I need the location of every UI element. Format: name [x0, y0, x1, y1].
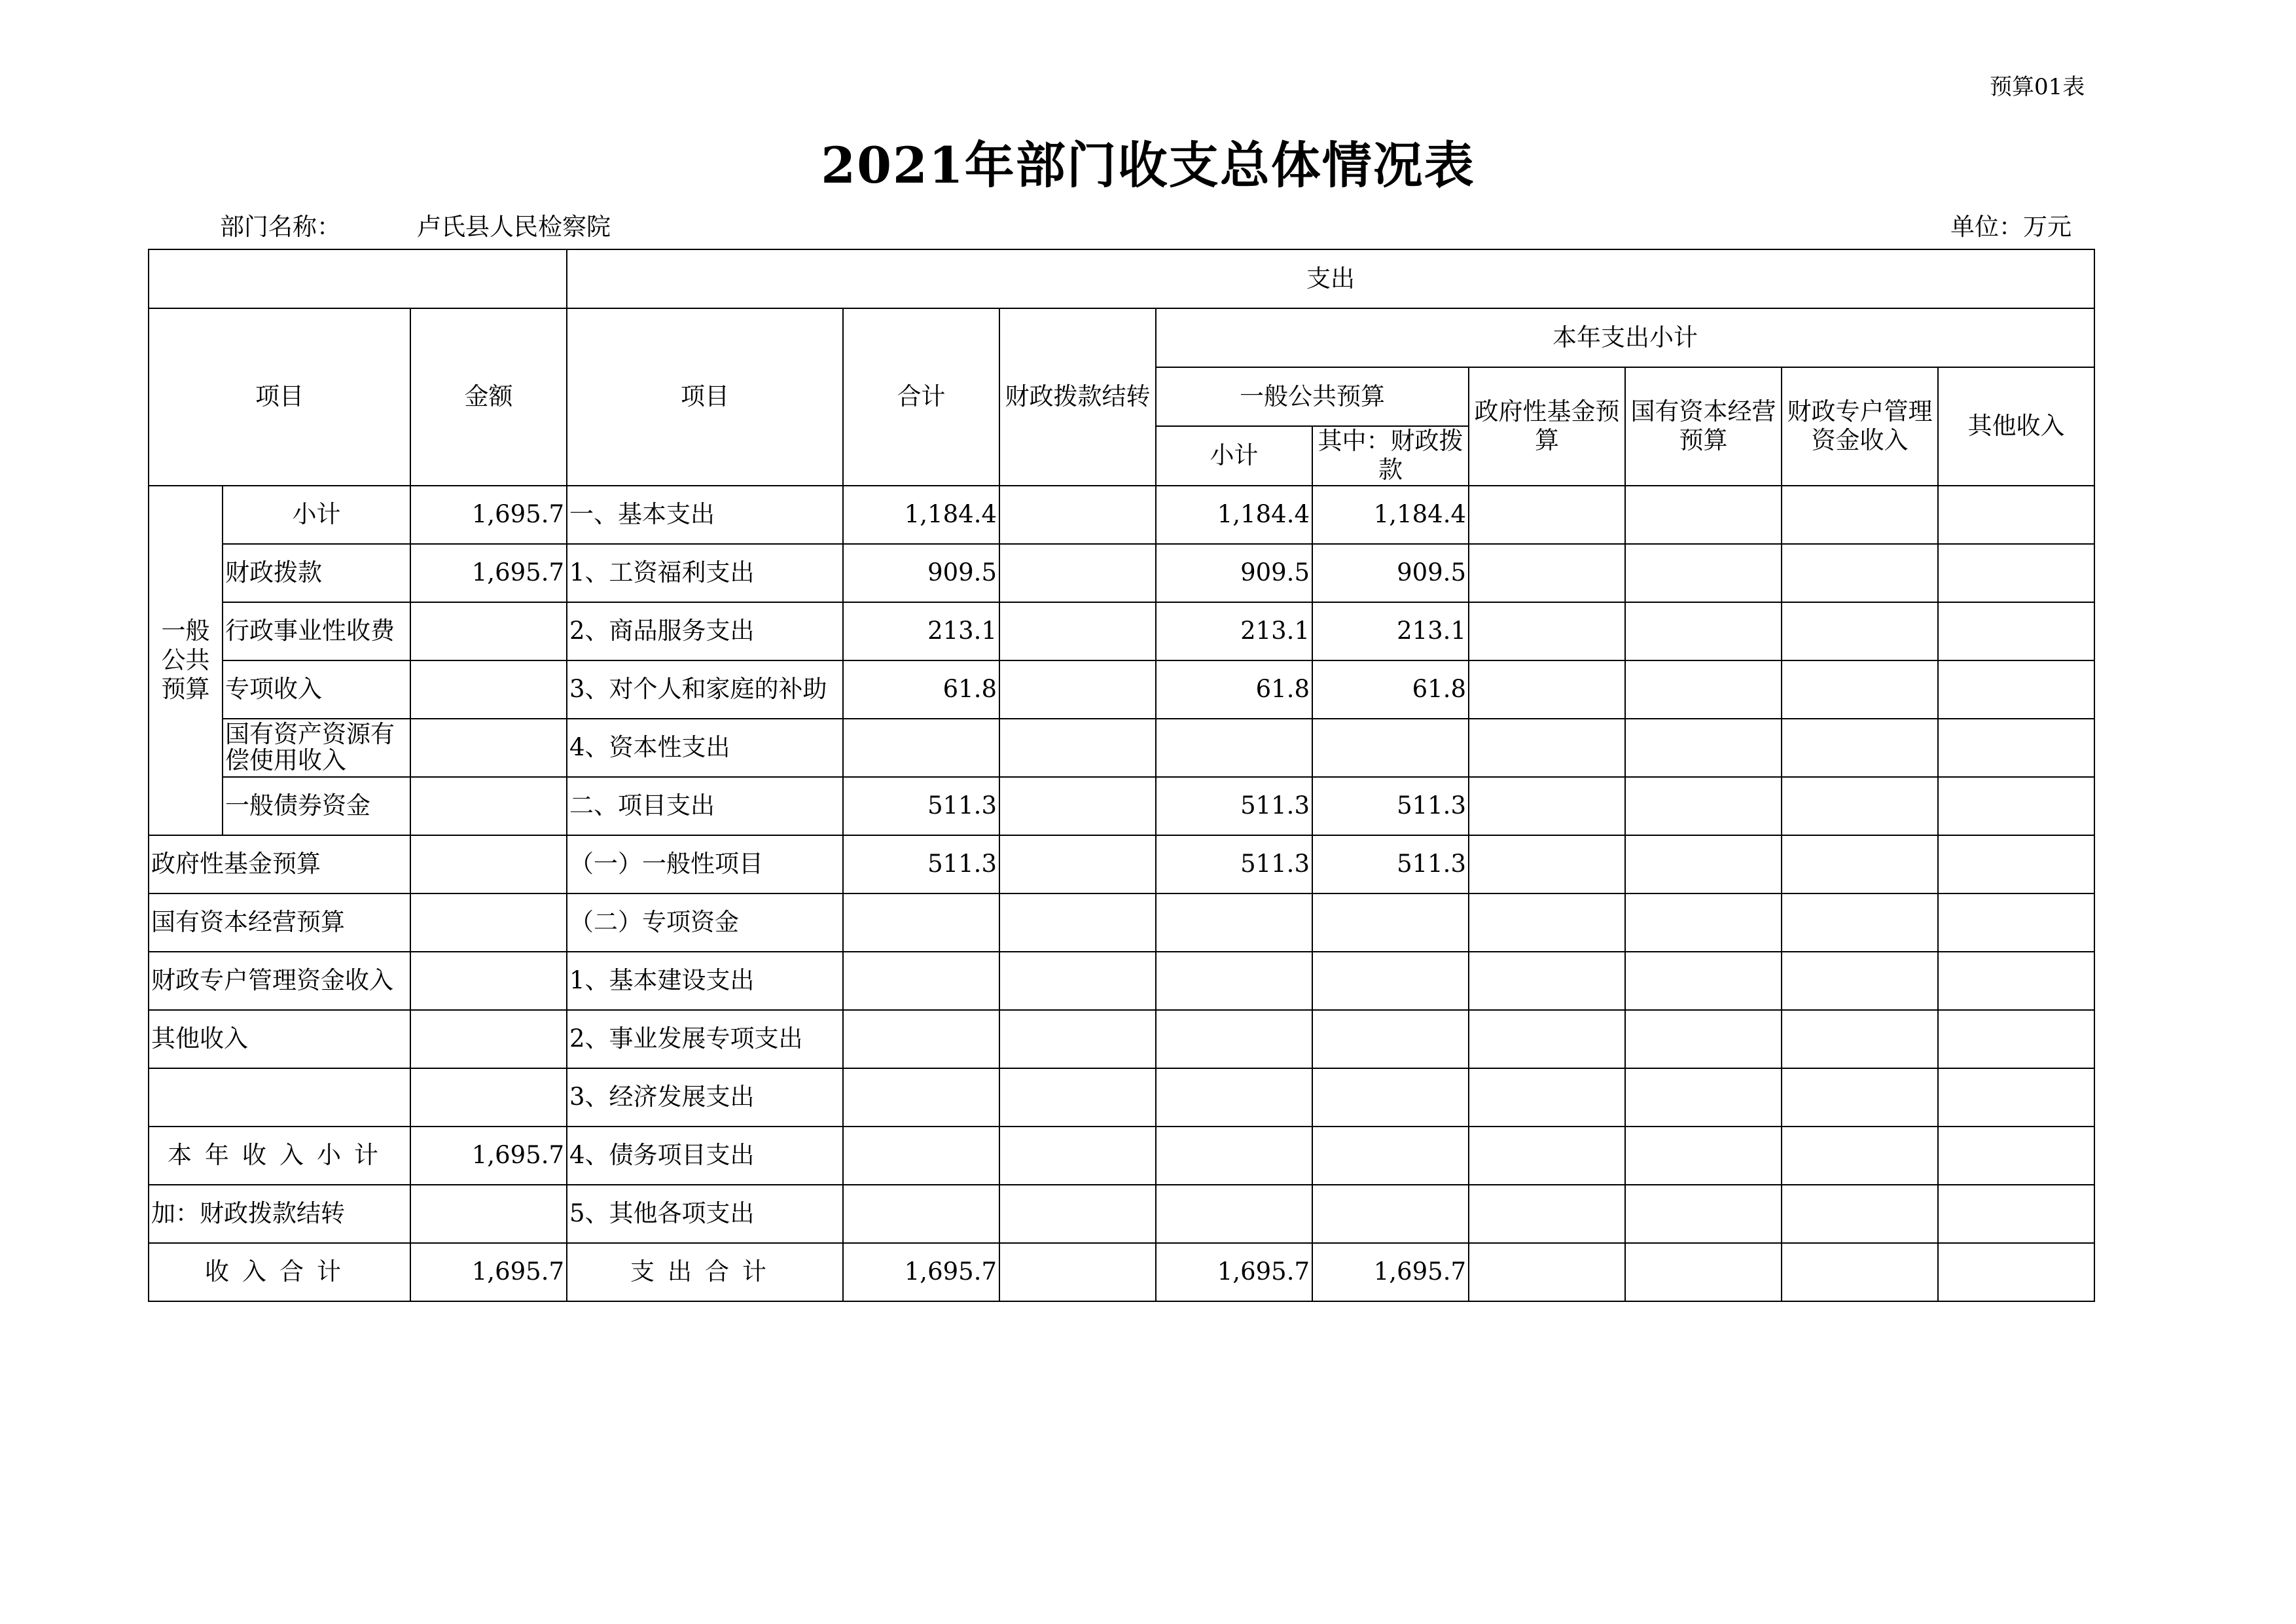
income-amount-header: 金额 — [410, 308, 567, 486]
income-amount — [410, 1068, 567, 1127]
income-amount — [410, 1185, 567, 1243]
special-account-value — [1782, 1185, 1938, 1243]
table-row — [149, 1185, 2094, 1243]
expense-total: 909.5 — [843, 544, 999, 602]
expense-total — [843, 719, 999, 777]
expense-item: 2、商品服务支出 — [567, 602, 843, 660]
income-item: 收入合计 — [149, 1243, 410, 1301]
special-account-header: 财政专户管理资金收入 — [1782, 367, 1938, 486]
income-item: 专项收入 — [223, 660, 410, 719]
expense-total — [843, 952, 999, 1010]
fiscal-value: 511.3 — [1312, 835, 1469, 893]
carryover-value — [999, 1010, 1156, 1068]
state-capital-value — [1625, 893, 1782, 952]
income-item: 国有资本经营预算 — [149, 893, 410, 952]
other-income-value — [1938, 1010, 2094, 1068]
expense-total: 511.3 — [843, 835, 999, 893]
expense-item: 一、基本支出 — [567, 486, 843, 544]
carryover-value — [999, 660, 1156, 719]
fiscal-header: 其中：财政拨款 — [1312, 426, 1469, 486]
table-row — [149, 486, 2094, 544]
special-account-value — [1782, 1243, 1938, 1301]
carryover-value — [999, 1068, 1156, 1127]
income-amount: 1,695.7 — [410, 1243, 567, 1301]
carryover-value — [999, 1185, 1156, 1243]
expense-total — [843, 1010, 999, 1068]
total-header: 合计 — [843, 308, 999, 486]
special-account-value — [1782, 719, 1938, 777]
expense-item: 2、事业发展专项支出 — [567, 1010, 843, 1068]
income-item: 政府性基金预算 — [149, 835, 410, 893]
carryover-header: 财政拨款结转 — [999, 308, 1156, 486]
state-capital-value — [1625, 1127, 1782, 1185]
fiscal-value — [1312, 1068, 1469, 1127]
gov-fund-value — [1469, 952, 1625, 1010]
income-header-blank — [149, 249, 567, 308]
expense-item: 1、工资福利支出 — [567, 544, 843, 602]
state-capital-header: 国有资本经营预算 — [1625, 367, 1782, 486]
special-account-value — [1782, 777, 1938, 835]
special-account-value — [1782, 835, 1938, 893]
expense-total: 213.1 — [843, 602, 999, 660]
other-income-value — [1938, 1185, 2094, 1243]
general-subtotal-value — [1156, 893, 1312, 952]
fiscal-value: 511.3 — [1312, 777, 1469, 835]
general-subtotal-value — [1156, 1127, 1312, 1185]
expense-total — [843, 1127, 999, 1185]
expense-total — [843, 1185, 999, 1243]
expense-item: 支出合计 — [567, 1243, 843, 1301]
income-item: 其他收入 — [149, 1010, 410, 1068]
income-item: 一般债券资金 — [223, 777, 410, 835]
gov-fund-value — [1469, 1068, 1625, 1127]
special-account-value — [1782, 486, 1938, 544]
group-label-general-budget: 一般公共预算 — [149, 486, 223, 835]
fiscal-value — [1312, 719, 1469, 777]
other-income-value — [1938, 486, 2094, 544]
state-capital-value — [1625, 1185, 1782, 1243]
general-subtotal-value — [1156, 1068, 1312, 1127]
gov-fund-value — [1469, 719, 1625, 777]
state-capital-value — [1625, 544, 1782, 602]
table-row — [149, 1243, 2094, 1301]
expense-item: （一）一般性项目 — [567, 835, 843, 893]
carryover-value — [999, 1127, 1156, 1185]
gov-fund-value — [1469, 486, 1625, 544]
table-row — [149, 1068, 2094, 1127]
fiscal-value: 909.5 — [1312, 544, 1469, 602]
income-item: 财政专户管理资金收入 — [149, 952, 410, 1010]
other-income-value — [1938, 602, 2094, 660]
gov-fund-value — [1469, 1185, 1625, 1243]
other-income-value — [1938, 1068, 2094, 1127]
expense-total: 1,184.4 — [843, 486, 999, 544]
state-capital-value — [1625, 1010, 1782, 1068]
general-subtotal-value — [1156, 719, 1312, 777]
expense-item: 5、其他各项支出 — [567, 1185, 843, 1243]
expense-header: 支出 — [567, 249, 2094, 308]
fiscal-value: 61.8 — [1312, 660, 1469, 719]
page-title: 2021年部门收支总体情况表 — [821, 136, 1475, 194]
header-row-1 — [149, 249, 2094, 308]
gov-fund-value — [1469, 777, 1625, 835]
special-account-value — [1782, 602, 1938, 660]
other-income-value — [1938, 1127, 2094, 1185]
fiscal-value — [1312, 1010, 1469, 1068]
income-amount: 1,695.7 — [410, 1127, 567, 1185]
special-account-value — [1782, 893, 1938, 952]
state-capital-value — [1625, 602, 1782, 660]
table-row — [149, 1010, 2094, 1068]
general-subtotal-value: 213.1 — [1156, 602, 1312, 660]
year-subtotal-header: 本年支出小计 — [1156, 308, 2094, 367]
table-row — [149, 602, 2094, 660]
special-account-value — [1782, 660, 1938, 719]
special-account-value — [1782, 1068, 1938, 1127]
carryover-value — [999, 835, 1156, 893]
table-row — [149, 1127, 2094, 1185]
income-amount — [410, 893, 567, 952]
header-row-2 — [149, 308, 2094, 367]
table-row — [149, 835, 2094, 893]
state-capital-value — [1625, 1243, 1782, 1301]
carryover-value — [999, 602, 1156, 660]
other-income-value — [1938, 835, 2094, 893]
state-capital-value — [1625, 719, 1782, 777]
fiscal-value — [1312, 1185, 1469, 1243]
other-income-value — [1938, 719, 2094, 777]
carryover-value — [999, 893, 1156, 952]
expense-item: 4、债务项目支出 — [567, 1127, 843, 1185]
income-item: 国有资产资源有偿使用收入 — [223, 719, 410, 777]
table-row — [149, 660, 2094, 719]
state-capital-value — [1625, 1068, 1782, 1127]
fiscal-value: 1,695.7 — [1312, 1243, 1469, 1301]
dept-name: 卢氏县人民检察院 — [417, 213, 611, 241]
general-budget-header: 一般公共预算 — [1156, 367, 1469, 426]
state-capital-value — [1625, 835, 1782, 893]
expense-item-header: 项目 — [567, 308, 843, 486]
income-amount — [410, 660, 567, 719]
special-account-value — [1782, 544, 1938, 602]
state-capital-value — [1625, 952, 1782, 1010]
table-row — [149, 893, 2094, 952]
fiscal-value — [1312, 952, 1469, 1010]
carryover-value — [999, 544, 1156, 602]
income-item: 行政事业性收费 — [223, 602, 410, 660]
gov-fund-header: 政府性基金预算 — [1469, 367, 1625, 486]
carryover-value — [999, 952, 1156, 1010]
other-income-value — [1938, 544, 2094, 602]
table-row — [149, 544, 2094, 602]
fiscal-value — [1312, 1127, 1469, 1185]
income-amount — [410, 719, 567, 777]
general-subtotal-value: 511.3 — [1156, 777, 1312, 835]
expense-item: 3、对个人和家庭的补助 — [567, 660, 843, 719]
income-amount: 1,695.7 — [410, 486, 567, 544]
other-income-value — [1938, 1243, 2094, 1301]
carryover-value — [999, 1243, 1156, 1301]
form-id: 预算01表 — [1990, 74, 2085, 100]
expense-total: 1,695.7 — [843, 1243, 999, 1301]
general-subtotal-value: 61.8 — [1156, 660, 1312, 719]
general-subtotal-value — [1156, 1010, 1312, 1068]
expense-total — [843, 893, 999, 952]
fiscal-value — [1312, 893, 1469, 952]
gov-fund-value — [1469, 544, 1625, 602]
income-item-header: 项目 — [149, 308, 410, 486]
special-account-value — [1782, 1010, 1938, 1068]
state-capital-value — [1625, 660, 1782, 719]
table-row — [149, 952, 2094, 1010]
other-income-value — [1938, 952, 2094, 1010]
expense-item: （二）专项资金 — [567, 893, 843, 952]
budget-table — [148, 249, 2095, 1302]
income-item: 本年收入小计 — [149, 1127, 410, 1185]
income-amount — [410, 952, 567, 1010]
gov-fund-value — [1469, 835, 1625, 893]
special-account-value — [1782, 952, 1938, 1010]
special-account-value — [1782, 1127, 1938, 1185]
state-capital-value — [1625, 777, 1782, 835]
dept-label: 部门名称： — [220, 213, 341, 241]
income-amount — [410, 835, 567, 893]
gov-fund-value — [1469, 660, 1625, 719]
other-income-value — [1938, 893, 2094, 952]
carryover-value — [999, 777, 1156, 835]
general-subtotal-value: 909.5 — [1156, 544, 1312, 602]
other-income-header: 其他收入 — [1938, 367, 2094, 486]
gov-fund-value — [1469, 602, 1625, 660]
general-subtotal-value: 1,184.4 — [1156, 486, 1312, 544]
gov-fund-value — [1469, 893, 1625, 952]
income-item: 小计 — [223, 486, 410, 544]
income-amount — [410, 602, 567, 660]
carryover-value — [999, 719, 1156, 777]
income-amount — [410, 1010, 567, 1068]
general-subtotal-value: 1,695.7 — [1156, 1243, 1312, 1301]
subtotal-header: 小计 — [1156, 426, 1312, 486]
expense-item: 二、项目支出 — [567, 777, 843, 835]
fiscal-value: 1,184.4 — [1312, 486, 1469, 544]
income-amount: 1,695.7 — [410, 544, 567, 602]
fiscal-value: 213.1 — [1312, 602, 1469, 660]
expense-total: 511.3 — [843, 777, 999, 835]
general-subtotal-value — [1156, 1185, 1312, 1243]
expense-item: 1、基本建设支出 — [567, 952, 843, 1010]
unit-label: 单位：万元 — [1950, 213, 2072, 241]
gov-fund-value — [1469, 1243, 1625, 1301]
general-subtotal-value — [1156, 952, 1312, 1010]
table-row — [149, 719, 2094, 777]
income-item — [149, 1068, 410, 1127]
expense-item: 3、经济发展支出 — [567, 1068, 843, 1127]
income-amount — [410, 777, 567, 835]
expense-item: 4、资本性支出 — [567, 719, 843, 777]
expense-total — [843, 1068, 999, 1127]
other-income-value — [1938, 777, 2094, 835]
state-capital-value — [1625, 486, 1782, 544]
carryover-value — [999, 486, 1156, 544]
expense-total: 61.8 — [843, 660, 999, 719]
gov-fund-value — [1469, 1010, 1625, 1068]
income-item: 财政拨款 — [223, 544, 410, 602]
income-item: 加：财政拨款结转 — [149, 1185, 410, 1243]
gov-fund-value — [1469, 1127, 1625, 1185]
general-subtotal-value: 511.3 — [1156, 835, 1312, 893]
table-row — [149, 777, 2094, 835]
other-income-value — [1938, 660, 2094, 719]
